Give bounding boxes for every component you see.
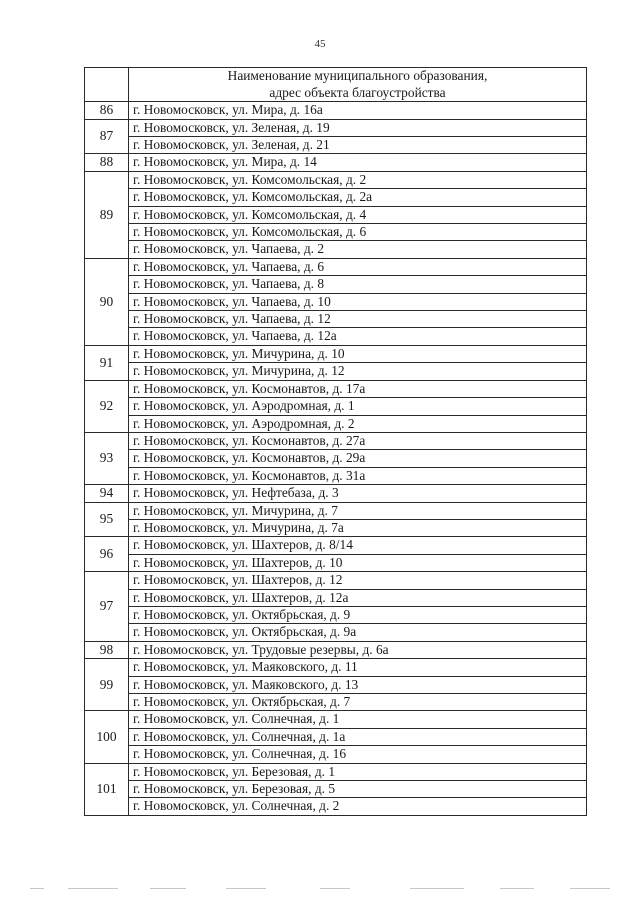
address-cell: г. Новомосковск, ул. Зеленая, д. 21 xyxy=(129,137,587,154)
address-cell: г. Новомосковск, ул. Комсомольская, д. 6 xyxy=(129,224,587,241)
row-number: 92 xyxy=(85,380,129,432)
address-cell: г. Новомосковск, ул. Космонавтов, д. 31а xyxy=(129,467,587,484)
address-cell: г. Новомосковск, ул. Нефтебаза, д. 3 xyxy=(129,485,587,502)
address-cell: г. Новомосковск, ул. Комсомольская, д. 2а xyxy=(129,189,587,206)
header-title-cell xyxy=(129,68,587,102)
address-cell: г. Новомосковск, ул. Космонавтов, д. 29а xyxy=(129,450,587,467)
row-number: 101 xyxy=(85,763,129,815)
table-row xyxy=(85,728,587,745)
address-cell: г. Новомосковск, ул. Октябрьская, д. 7 xyxy=(129,694,587,711)
address-cell: г. Новомосковск, ул. Зеленая, д. 19 xyxy=(129,119,587,136)
table-row xyxy=(85,189,587,206)
table-row xyxy=(85,137,587,154)
address-cell: г. Новомосковск, ул. Солнечная, д. 1а xyxy=(129,728,587,745)
table-row xyxy=(85,311,587,328)
address-cell: г. Новомосковск, ул. Солнечная, д. 2 xyxy=(129,798,587,815)
table-row xyxy=(85,554,587,571)
address-cell: г. Новомосковск, ул. Шахтеров, д. 8/14 xyxy=(129,537,587,554)
table-row xyxy=(85,102,587,119)
address-cell: г. Новомосковск, ул. Аэродромная, д. 2 xyxy=(129,415,587,432)
table-row xyxy=(85,171,587,188)
address-cell: г. Новомосковск, ул. Комсомольская, д. 4 xyxy=(129,206,587,223)
address-cell: г. Новомосковск, ул. Шахтеров, д. 10 xyxy=(129,554,587,571)
table-row xyxy=(85,746,587,763)
table-row xyxy=(85,258,587,275)
row-number: 90 xyxy=(85,258,129,345)
table-row xyxy=(85,154,587,171)
row-number: 100 xyxy=(85,711,129,763)
header-empty-cell xyxy=(85,68,129,102)
table-row xyxy=(85,398,587,415)
address-cell: г. Новомосковск, ул. Солнечная, д. 1 xyxy=(129,711,587,728)
address-cell: г. Новомосковск, ул. Шахтеров, д. 12а xyxy=(129,589,587,606)
address-cell: г. Новомосковск, ул. Чапаева, д. 12 xyxy=(129,311,587,328)
address-cell: г. Новомосковск, ул. Мичурина, д. 12 xyxy=(129,363,587,380)
row-number: 93 xyxy=(85,432,129,484)
address-cell: г. Новомосковск, ул. Шахтеров, д. 12 xyxy=(129,572,587,589)
table-row xyxy=(85,415,587,432)
address-cell: г. Новомосковск, ул. Маяковского, д. 13 xyxy=(129,676,587,693)
table-row xyxy=(85,711,587,728)
row-number: 95 xyxy=(85,502,129,537)
row-number: 99 xyxy=(85,659,129,711)
table-row xyxy=(85,606,587,623)
table-header-row xyxy=(85,68,587,102)
table-row xyxy=(85,241,587,258)
header-line-2: адрес объекта благоустройства xyxy=(269,84,446,100)
row-number: 97 xyxy=(85,572,129,642)
address-cell: г. Новомосковск, ул. Мичурина, д. 10 xyxy=(129,345,587,362)
table-row xyxy=(85,537,587,554)
address-cell: г. Новомосковск, ул. Октябрьская, д. 9 xyxy=(129,606,587,623)
address-cell: г. Новомосковск, ул. Чапаева, д. 8 xyxy=(129,276,587,293)
table-row xyxy=(85,694,587,711)
address-cell: г. Новомосковск, ул. Березовая, д. 1 xyxy=(129,763,587,780)
table-row xyxy=(85,676,587,693)
table-row xyxy=(85,224,587,241)
table-row xyxy=(85,363,587,380)
header-line-1: Наименование муниципального образования, xyxy=(227,68,488,83)
address-cell: г. Новомосковск, ул. Чапаева, д. 6 xyxy=(129,258,587,275)
row-number: 86 xyxy=(85,102,129,119)
address-cell: г. Новомосковск, ул. Маяковского, д. 11 xyxy=(129,659,587,676)
table-row xyxy=(85,798,587,815)
row-number: 98 xyxy=(85,641,129,658)
scan-footer-marks xyxy=(30,888,610,892)
address-cell: г. Новомосковск, ул. Солнечная, д. 16 xyxy=(129,746,587,763)
table-row xyxy=(85,206,587,223)
table-row xyxy=(85,781,587,798)
table-body xyxy=(85,102,587,816)
table-row xyxy=(85,763,587,780)
row-number: 88 xyxy=(85,154,129,171)
table-row xyxy=(85,293,587,310)
address-table xyxy=(84,67,587,816)
address-cell: г. Новомосковск, ул. Мира, д. 16а xyxy=(129,102,587,119)
table-row xyxy=(85,345,587,362)
address-cell: г. Новомосковск, ул. Чапаева, д. 2 xyxy=(129,241,587,258)
address-cell: г. Новомосковск, ул. Березовая, д. 5 xyxy=(129,781,587,798)
row-number: 96 xyxy=(85,537,129,572)
row-number: 91 xyxy=(85,345,129,380)
table-row xyxy=(85,450,587,467)
address-cell: г. Новомосковск, ул. Мира, д. 14 xyxy=(129,154,587,171)
address-cell: г. Новомосковск, ул. Космонавтов, д. 27а xyxy=(129,432,587,449)
address-cell: г. Новомосковск, ул. Комсомольская, д. 2 xyxy=(129,171,587,188)
table-row xyxy=(85,502,587,519)
table-row xyxy=(85,276,587,293)
table-row xyxy=(85,328,587,345)
table-row xyxy=(85,485,587,502)
address-cell: г. Новомосковск, ул. Октябрьская, д. 9а xyxy=(129,624,587,641)
table-row xyxy=(85,467,587,484)
address-cell: г. Новомосковск, ул. Мичурина, д. 7 xyxy=(129,502,587,519)
table-row xyxy=(85,641,587,658)
address-cell: г. Новомосковск, ул. Аэродромная, д. 1 xyxy=(129,398,587,415)
table-row xyxy=(85,659,587,676)
address-cell: г. Новомосковск, ул. Трудовые резервы, д. 6а xyxy=(129,641,587,658)
table-row xyxy=(85,624,587,641)
table-row xyxy=(85,380,587,397)
table-row xyxy=(85,572,587,589)
table-row xyxy=(85,119,587,136)
row-number: 94 xyxy=(85,485,129,502)
table-row xyxy=(85,589,587,606)
address-cell: г. Новомосковск, ул. Мичурина, д. 7а xyxy=(129,519,587,536)
address-cell: г. Новомосковск, ул. Космонавтов, д. 17а xyxy=(129,380,587,397)
address-cell: г. Новомосковск, ул. Чапаева, д. 10 xyxy=(129,293,587,310)
table-row xyxy=(85,519,587,536)
table-row xyxy=(85,432,587,449)
page-number: 45 xyxy=(314,38,326,50)
address-cell: г. Новомосковск, ул. Чапаева, д. 12а xyxy=(129,328,587,345)
row-number: 89 xyxy=(85,171,129,258)
row-number: 87 xyxy=(85,119,129,154)
